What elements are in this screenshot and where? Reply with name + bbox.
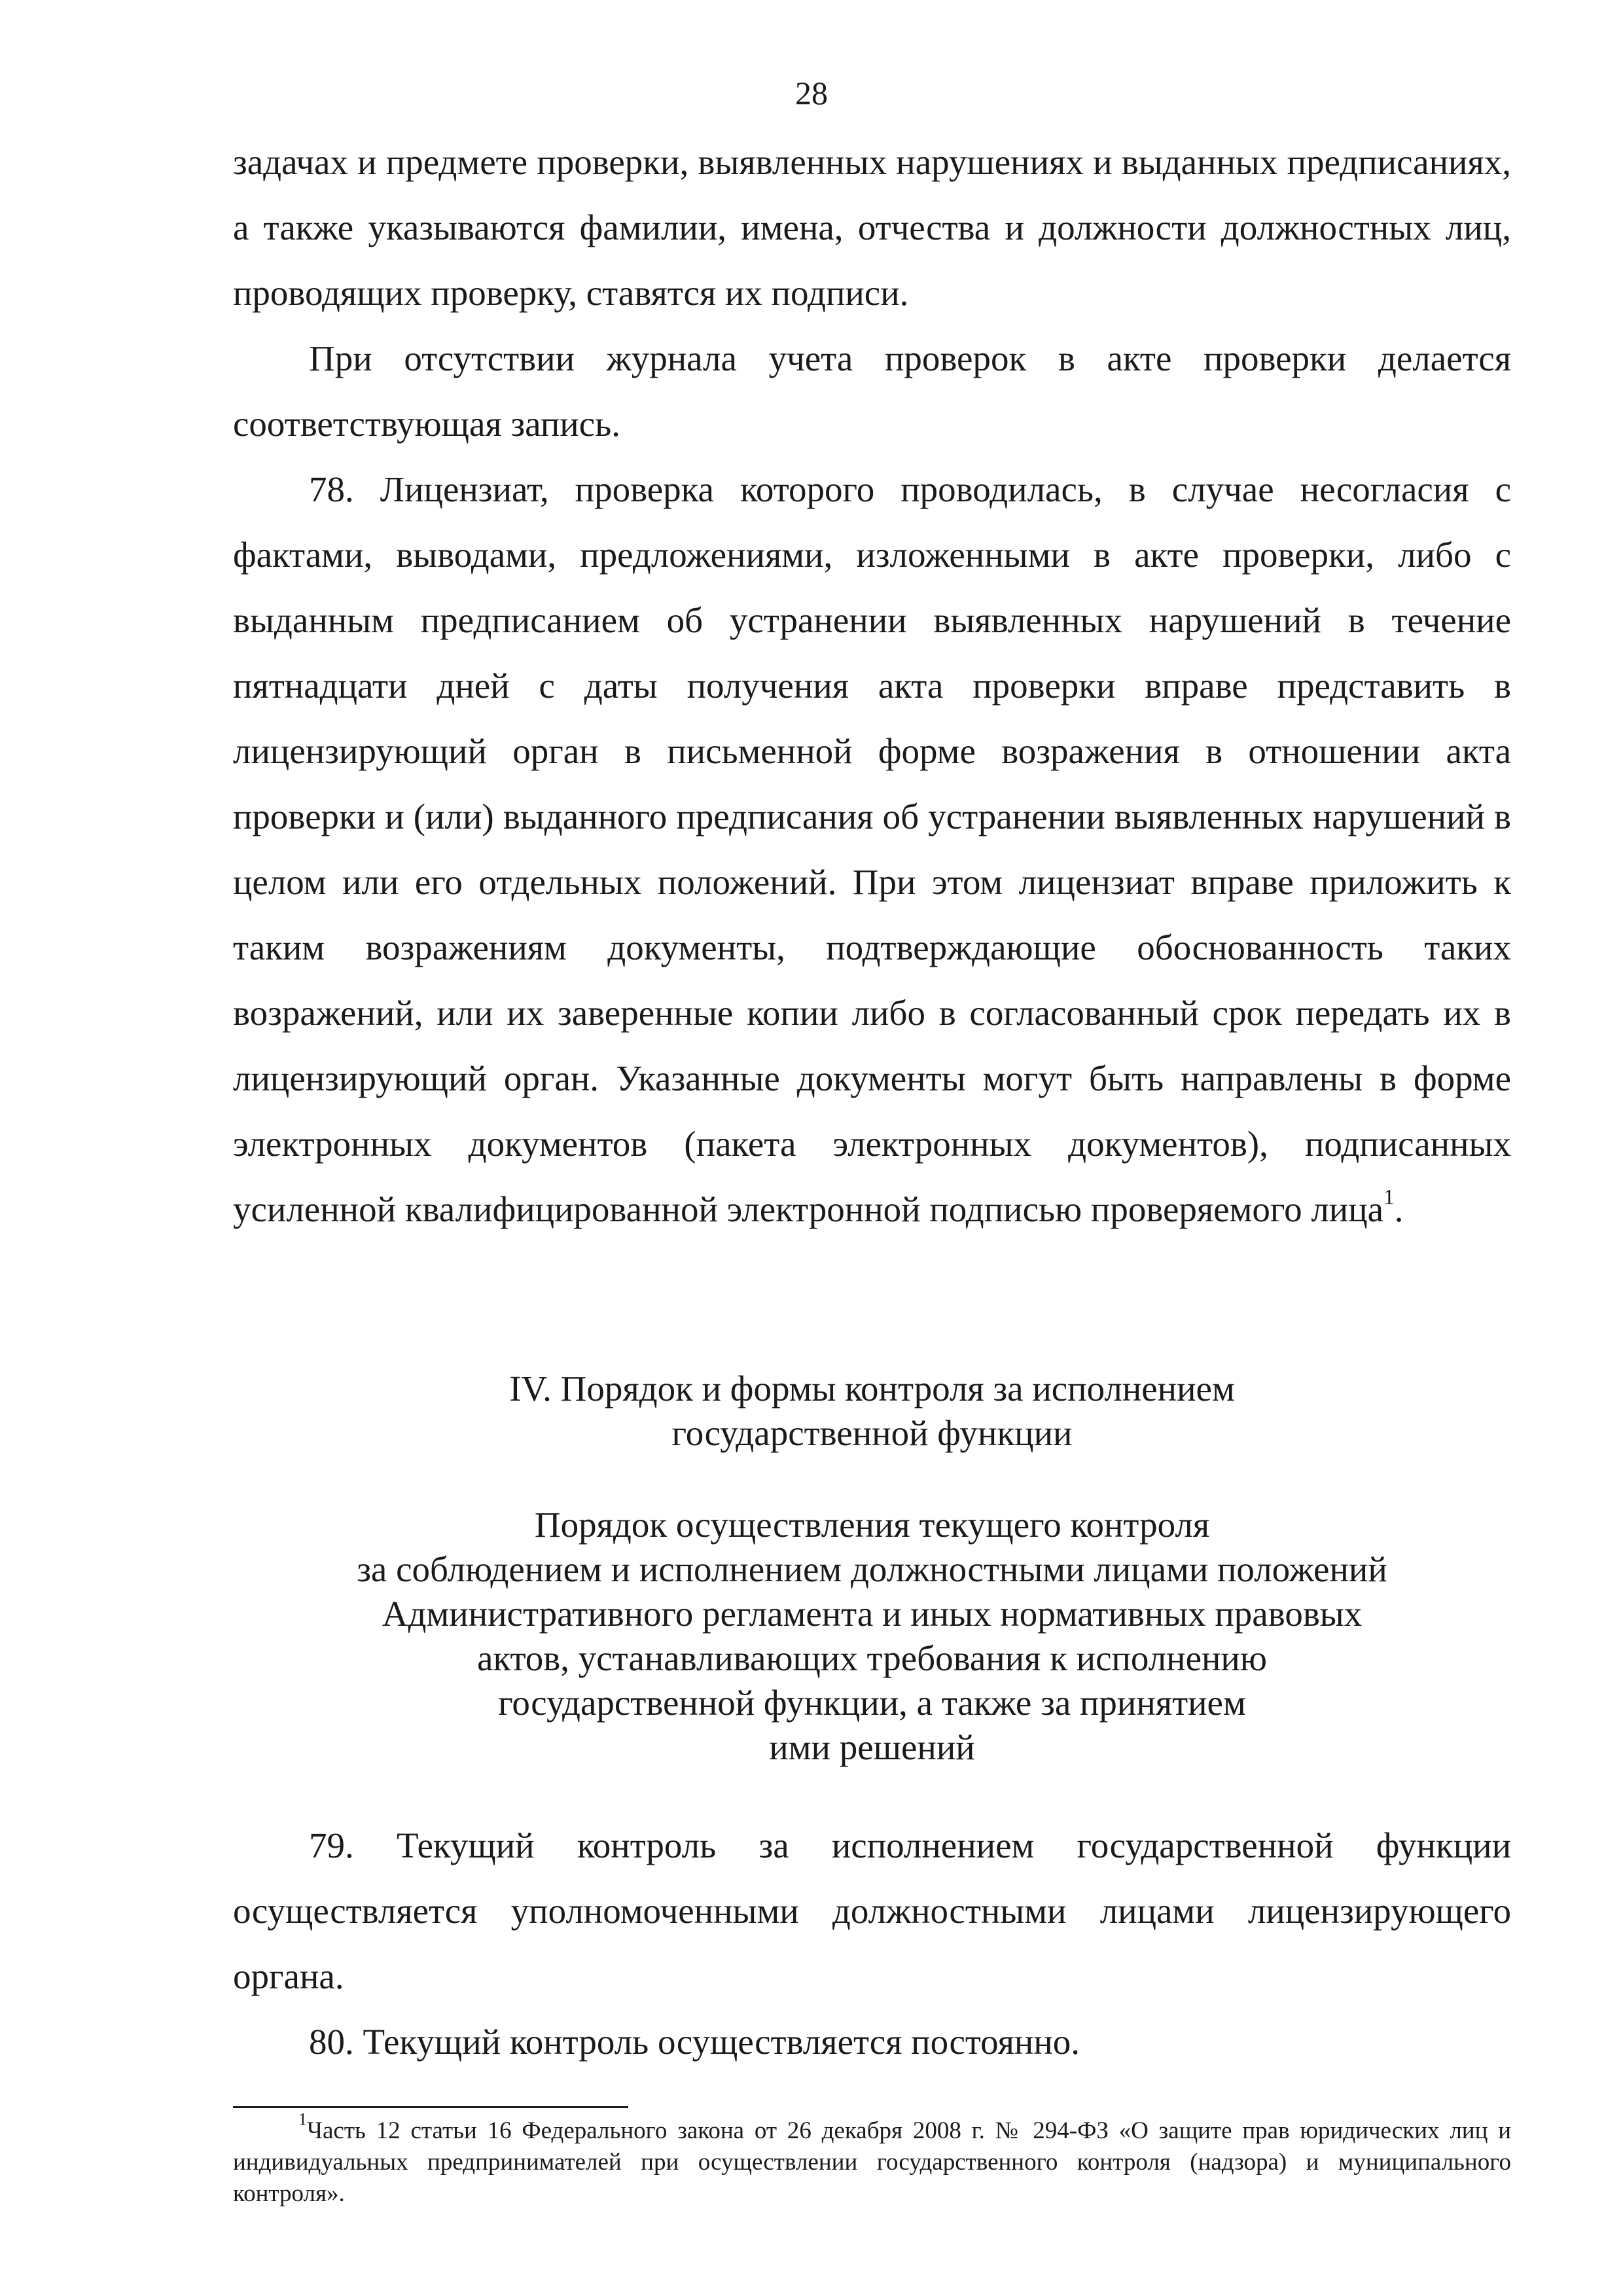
paragraph-journal: При отсутствии журнала учета проверок в акте проверки делается соответствующая запись. <box>233 338 1511 444</box>
subsection-title <box>233 1503 1511 1770</box>
paragraph-79: 79. Текущий контроль за исполнением государственной функции осуществляется уполномоченными должностными лицами лицензирующего органа. <box>233 1825 1511 1996</box>
footnote <box>233 2109 1511 2210</box>
paragraph-continuation: задачах и предмете проверки, выявленных нарушениях и выданных предписаниях, а также указываются фамилии, имена, отчества и должности должностных лиц, проводящих проверку, ставятся их подписи. <box>233 142 1511 313</box>
section-title-line: IV. Порядок и формы контроля за исполнением <box>509 1369 1235 1408</box>
subsection-title-line: ими решений <box>769 1727 975 1767</box>
paragraph-78-end: . <box>1394 1189 1404 1229</box>
footnote-text: Часть 12 статьи 16 Федерального закона от 26 декабря 2008 г. № 294-ФЗ «О защите прав юридических лиц и индивидуальных предпринимателей при осуществлении государственного контроля (надзора) и муниципального контроля». <box>233 2117 1511 2207</box>
section-title <box>233 1367 1511 1456</box>
footnote-divider <box>233 2106 628 2108</box>
subsection-title-line: Порядок осуществления текущего контроля <box>534 1505 1210 1545</box>
page-number: 28 <box>795 75 828 111</box>
subsection-title-line: Административного регламента и иных нормативных правовых <box>382 1594 1363 1634</box>
subsection-title-line: актов, устанавливающих требования к исполнению <box>477 1638 1267 1678</box>
paragraph-80: 80. Текущий контроль осуществляется постоянно. <box>309 2022 1080 2062</box>
footnote-mark: 1 <box>298 2109 307 2129</box>
paragraph-78 <box>233 457 1511 1242</box>
subsection-title-line: государственной функции, а также за принятием <box>498 1683 1246 1723</box>
footnote-reference[interactable]: 1 <box>1383 1185 1395 1210</box>
subsection-title-line: за соблюдением и исполнением должностными лицами положений <box>357 1549 1387 1589</box>
body-text <box>233 130 1511 1242</box>
paragraph-78-text: 78. Лицензиат, проверка которого проводилась, в случае несогласия с фактами, выводами, предложениями, изложенными в акте проверки, либо с выданным предписанием об устранении выявленных нарушений в течение пятнадцати дней с даты получения акта проверки вправе представить в лицензирующий орган в письменной форме возражения в отношении акта проверки и (или) выданного предписания об устранении выявленных нарушений в целом или его отдельных положений. При этом лицензиат вправе приложить к таким возражениям документы, подтверждающие обоснованность таких возражений, или их заверенные копии либо в согласованный срок передать их в лицензирующий орган. Указанные документы могут быть направлены в форме электронных документов (пакета электронных документов), подписанных усиленной квалифицированной электронной подписью проверяемого лица <box>233 469 1511 1229</box>
lower-text <box>233 1813 1511 2075</box>
section-title-line: государственной функции <box>671 1413 1073 1453</box>
